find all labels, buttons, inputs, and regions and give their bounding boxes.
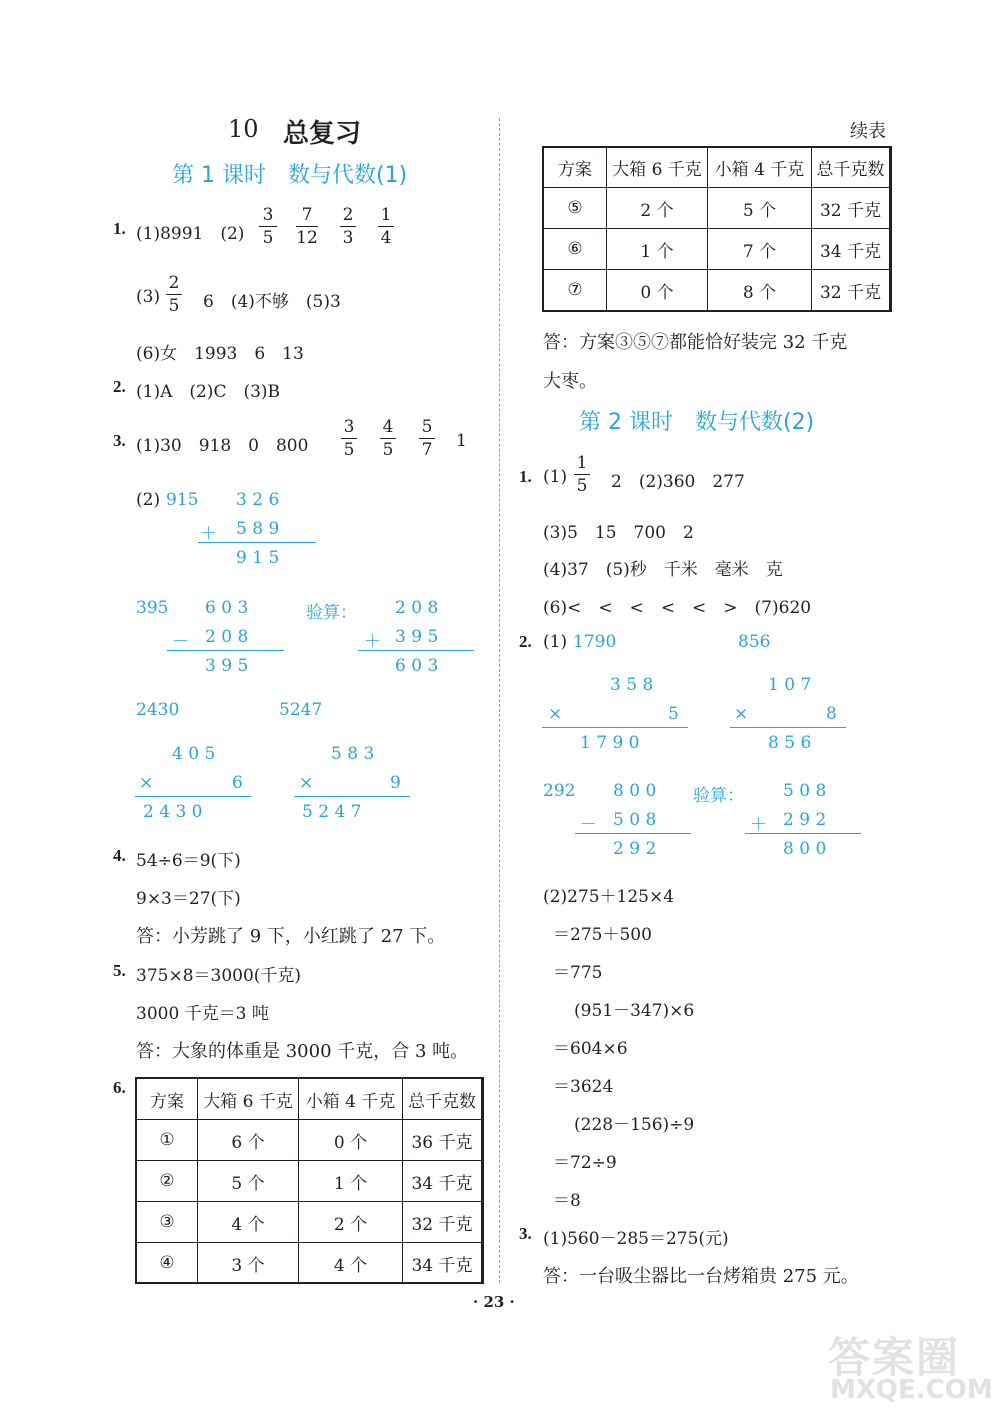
q3-sub-top: 6 0 3 [205,598,249,618]
q6-header-cell: 总千克数 [812,148,890,188]
table-cell: 2 个 [299,1202,403,1243]
r1-line6: (6)< < < < < > (7)620 [543,598,812,618]
q2-text: (1)A (2)C (3)B [136,382,281,402]
q3-sub-line [167,650,284,651]
q3-part1: (1)30 918 0 800 [136,436,309,456]
q4-number: 4. [113,846,126,865]
r2-mul2-top: 1 0 7 [768,675,812,695]
q3-mul2-mid: 9 [390,773,401,793]
table-row [137,1243,482,1284]
q1-number: 1. [113,219,126,238]
q5-line2: 3000 千克＝3 吨 [136,1004,269,1024]
q3-part2-label: (2) [136,490,161,510]
table-cell: ③ [137,1202,198,1243]
q3-sub-mid: 2 0 8 [205,627,249,647]
r1-part1-label: (1) [543,467,568,487]
q1-part6: (6)女 1993 6 13 [136,344,304,364]
q3-add-line [198,542,316,543]
table-cell: 3 个 [198,1243,299,1284]
table-cell: 32 千克 [403,1202,482,1243]
r2-number: 2. [519,632,532,651]
r2-answer-a: 1790 [573,632,617,652]
q3-add-op: ＋ [200,524,217,544]
page-number: · 23 · [473,1293,515,1311]
r2-check-line [745,833,861,834]
table-cell: ⑥ [544,229,607,270]
q6-answer-line1: 答：方案③⑤⑦都能恰好装完 32 千克 [543,332,848,353]
table-row [137,1161,482,1202]
r2-mul2-result: 8 5 6 [768,733,812,753]
q3-check-op: ＋ [364,632,381,652]
q3-mul-answer-a: 2430 [136,700,180,720]
q6-number: 6. [113,1078,126,1097]
table-cell: 34 千克 [403,1243,482,1284]
table-row [137,1202,482,1243]
table-cell: 0 个 [607,270,708,311]
chapter-title: 总复习 [283,119,362,149]
q3-frac-3: 5 7 [419,418,435,459]
q3-mul2-op: × [299,773,314,793]
table-cell: 32 千克 [812,270,890,311]
q3-mul2-result: 5 2 4 7 [302,802,362,822]
r2-check-label: 验算： [693,786,744,806]
q3-sub-op: － [172,632,189,652]
q6-header-cell: 方案 [137,1079,198,1120]
table-cell: 36 千克 [403,1120,482,1161]
r1-line3: (3)5 15 700 2 [543,523,694,543]
q6-header-cell: 小箱 4 千克 [299,1079,403,1120]
table-cell: 34 千克 [403,1161,482,1202]
q3-mul-answer-b: 5247 [279,700,323,720]
q1-part3-rest: 6 (4)不够 (5)3 [203,292,341,312]
q6-answer-line2: 大枣。 [543,371,597,392]
r2-check-result: 8 0 0 [783,839,827,859]
r2-check-top: 5 0 8 [783,781,827,801]
table-cell: 4 个 [198,1202,299,1243]
table-row [544,270,890,311]
table-cell: ④ [137,1243,198,1284]
q3-check-line [358,650,474,651]
table-cell: 4 个 [299,1243,403,1284]
table-cell: 0 个 [299,1120,403,1161]
q6-header-row [137,1079,482,1120]
table-cell: 6 个 [198,1120,299,1161]
q3-mul1-result: 2 4 3 0 [143,802,203,822]
r2-sub-op: － [580,815,597,835]
r2-mul2-op: × [734,704,749,724]
r2-line-3: ＝775 [553,963,603,983]
r2-sub-mid: 5 0 8 [613,810,657,830]
q1-frac-4: 1 4 [378,206,394,247]
q3-mul1-top: 4 0 5 [172,744,216,764]
table-cell: 5 个 [708,188,812,229]
r2-line-9: ＝8 [553,1191,581,1211]
q3-sub-answer: 395 [136,598,169,618]
watermark-logo [820,1325,993,1405]
column-divider [499,118,500,1283]
q4-answer: 答：小芳跳了 9 下，小红跳了 27 下。 [136,926,446,947]
r2-sub-result: 2 9 2 [613,839,657,859]
r2-mul1-top: 3 5 8 [610,675,654,695]
q3-add-result: 9 1 5 [236,548,280,568]
q6-header-cell: 总千克数 [403,1079,482,1120]
r3-answer: 答：一台吸尘器比一台烤箱贵 275 元。 [543,1266,859,1287]
r1-line4: (4)37 (5)秒 千米 毫米 克 [543,560,783,580]
q1-frac-3: 2 3 [340,206,356,247]
q6-table [136,1078,482,1284]
lesson2-title: 第 2 课时 数与代数(2) [579,410,815,435]
watermark-url: MXQE.COM [830,1375,993,1405]
q3-check-label: 验算： [306,603,357,623]
q5-answer: 答：大象的体重是 3000 千克，合 3 吨。 [136,1041,469,1062]
q3-sub-result: 3 9 5 [205,656,249,676]
q4-line1: 54÷6＝9(下) [136,851,241,871]
r2-line-1: (2)275＋125×4 [543,887,675,907]
table-cell: 7 个 [708,229,812,270]
table-cell: 1 个 [299,1161,403,1202]
table-cell: 34 千克 [812,229,890,270]
table-cell: 32 千克 [812,188,890,229]
q4-line2: 9×3＝27(下) [136,889,241,909]
q1-frac-5: 2 5 [166,274,182,315]
q6-cont-header-row [544,148,890,188]
table-cell: ① [137,1120,198,1161]
r2-mul1-op: × [548,704,563,724]
q2-number: 2. [113,377,126,396]
lesson1-title: 第 1 课时 数与代数(1) [172,163,408,188]
r2-mul1-result: 1 7 9 0 [580,733,640,753]
r2-line-4: (951－347)×6 [574,1001,695,1021]
table-cell: 5 个 [198,1161,299,1202]
r2-part1-label: (1) [543,632,568,652]
r2-check-op: ＋ [750,815,767,835]
q3-mul2-line [294,796,410,797]
r2-line-7: (228－156)÷9 [574,1115,695,1135]
q3-add-top: 3 2 6 [236,490,280,510]
table-cell: 2 个 [607,188,708,229]
q5-line1: 375×8＝3000(千克) [136,966,302,986]
continued-label: 续表 [850,121,886,142]
q6-header-cell: 大箱 6 千克 [198,1079,299,1120]
table-cell: 8 个 [708,270,812,311]
r3-line1: (1)560－285＝275(元) [543,1229,729,1249]
q3-check-mid: 3 9 5 [395,627,439,647]
r2-mul2-line [730,727,846,728]
r1-number: 1. [519,467,532,486]
q6-header-cell: 大箱 6 千克 [607,148,708,188]
q5-number: 5. [113,961,126,980]
q3-number: 3. [113,431,126,450]
q3-mul1-line [135,796,251,797]
watermark-text: 答案圈 [828,1333,961,1382]
r2-mul2-mid: 8 [826,704,837,724]
r3-number: 3. [519,1224,532,1243]
r2-line-6: ＝3624 [553,1077,614,1097]
q3-frac-1: 3 5 [341,418,357,459]
q3-mul1-op: × [139,773,154,793]
r2-line-5: ＝604×6 [553,1039,628,1059]
q1-part1: (1)8991 (2) [136,224,245,244]
r1-part1-rest: 2 (2)360 277 [611,472,745,492]
q3-part1-tail: 1 [456,431,467,451]
q1-frac-2: 7 12 [296,205,318,248]
r2-mul1-mid: 5 [668,704,679,724]
table-row [544,229,890,270]
q3-mul1-mid: 6 [232,773,243,793]
q3-mul2-top: 5 8 3 [331,744,375,764]
r2-sub-top: 8 0 0 [613,781,657,801]
table-row [137,1120,482,1161]
table-cell: ② [137,1161,198,1202]
q3-check-result: 6 0 3 [395,656,439,676]
table-cell: ⑦ [544,270,607,311]
q3-check-top: 2 0 8 [395,598,439,618]
table-cell: ⑤ [544,188,607,229]
r2-sub-answer: 292 [543,781,576,801]
r2-check-mid: 2 9 2 [783,810,827,830]
q6-header-cell: 小箱 4 千克 [708,148,812,188]
q3-part2-answer: 915 [166,490,199,510]
table-row [544,188,890,229]
r1-frac: 1 5 [574,454,590,495]
r2-sub-line [575,833,691,834]
q6-cont-table [543,147,890,311]
r2-mul1-line [542,727,688,728]
chapter-number: 10 [228,115,259,143]
q3-add-mid: 5 8 9 [236,519,280,539]
r2-line-2: ＝275＋500 [553,925,652,945]
table-cell: 1 个 [607,229,708,270]
q1-frac-1: 3 5 [259,206,277,247]
q6-header-cell: 方案 [544,148,607,188]
r2-answer-b: 856 [738,632,771,652]
r2-line-8: ＝72÷9 [553,1153,617,1173]
q1-part3-label: (3) [136,287,161,307]
q3-frac-2: 4 5 [380,418,396,459]
